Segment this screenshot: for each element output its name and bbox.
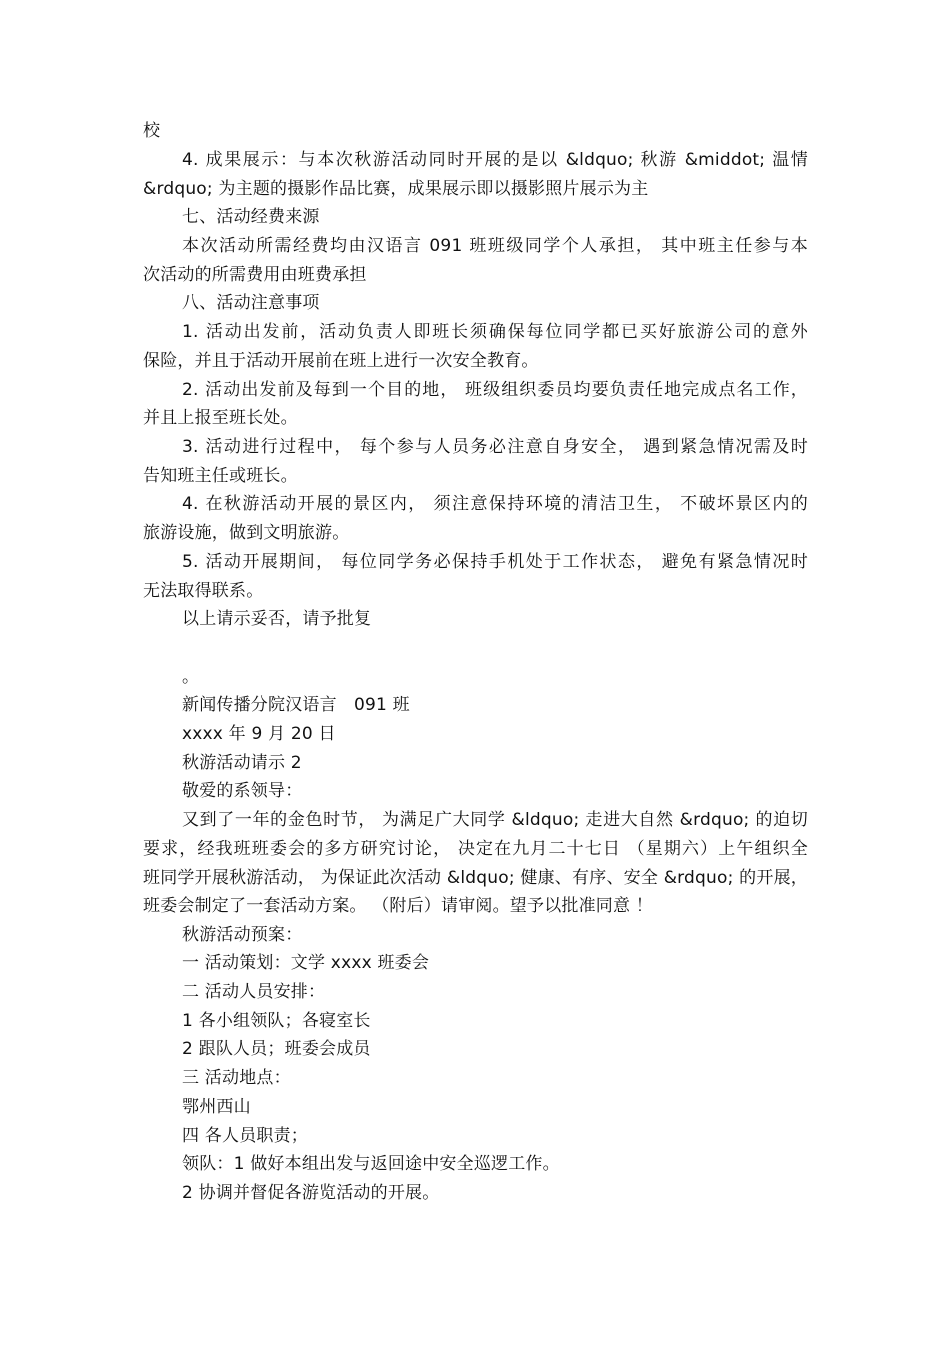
- text-line: 保险，并且于活动开展前在班上进行一次安全教育。: [143, 351, 539, 371]
- text-line: 5. 活动开展期间， 每位同学务必保持手机处于工作状态， 避免有紧急情况时: [182, 552, 808, 572]
- section-heading: 八、活动注意事项: [182, 293, 320, 313]
- document-title: 秋游活动请示 2: [182, 753, 302, 773]
- text-line: 旅游设施，做到文明旅游。: [143, 523, 350, 543]
- salutation: 敬爱的系领导：: [182, 781, 303, 801]
- text-line: 告知班主任或班长。: [143, 466, 298, 486]
- text-line: 班同学开展秋游活动， 为保证此次活动 &ldquo; 健康、有序、安全 &rdquo; 的开展，: [143, 868, 808, 888]
- text-line: &rdquo; 为主题的摄影作品比赛，成果展示即以摄影照片展示为主: [143, 179, 649, 199]
- text-line: 1. 活动出发前，活动负责人即班长须确保每位同学都已买好旅游公司的意外: [182, 322, 808, 342]
- text-line: 一 活动策划：文学 xxxx 班委会: [182, 953, 430, 973]
- text-line: 领队：1 做好本组出发与返回途中安全巡逻工作。: [182, 1154, 560, 1174]
- text-line: 。: [182, 667, 200, 687]
- text-line: 班委会制定了一套活动方案。 （附后）请审阅。望予以批准同意 ！: [143, 896, 654, 916]
- text-line: 1 各小组领队；各寝室长: [182, 1011, 371, 1031]
- signature-date: xxxx 年 9 月 20 日: [182, 724, 336, 744]
- text-line: 四 各人员职责；: [182, 1126, 309, 1146]
- text-line: 三 活动地点：: [182, 1068, 291, 1088]
- signature-org: 新闻传播分院汉语言 091 班: [182, 695, 410, 715]
- text-line: 2 协调并督促各游览活动的开展。: [182, 1183, 440, 1203]
- text-line: 4. 成果展示：与本次秋游活动同时开展的是以 &ldquo; 秋游 &middot; 温情: [182, 150, 808, 170]
- text-line: 2. 活动出发前及每到一个目的地， 班级组织委员均要负责任地完成点名工作，: [182, 380, 808, 400]
- section-heading: 七、活动经费来源: [182, 207, 320, 227]
- text-line: 本次活动所需经费均由汉语言 091 班班级同学个人承担， 其中班主任参与本: [182, 236, 808, 256]
- text-line: 3. 活动进行过程中， 每个参与人员务必注意自身安全， 遇到紧急情况需及时: [182, 437, 808, 457]
- text-line: 无法取得联系。: [143, 581, 264, 601]
- section-heading: 秋游活动预案：: [182, 925, 303, 945]
- text-line: 2 跟队人员；班委会成员: [182, 1039, 371, 1059]
- text-line: 校: [143, 121, 161, 141]
- text-line: 4. 在秋游活动开展的景区内， 须注意保持环境的清洁卫生， 不破坏景区内的: [182, 494, 808, 514]
- text-line: 要求，经我班班委会的多方研究讨论， 决定在九月二十七日 （星期六）上午组织全: [143, 839, 808, 859]
- text-line: 次活动的所需费用由班费承担: [143, 265, 367, 285]
- text-line: 并且上报至班长处。: [143, 408, 298, 428]
- text-line: 又到了一年的金色时节， 为满足广大同学 &ldquo; 走进大自然 &rdquo; 的迫切: [182, 810, 808, 830]
- text-line: 以上请示妥否，请予批复: [182, 609, 372, 629]
- text-line: 鄂州西山: [182, 1097, 251, 1117]
- text-line: 二 活动人员安排：: [182, 982, 326, 1002]
